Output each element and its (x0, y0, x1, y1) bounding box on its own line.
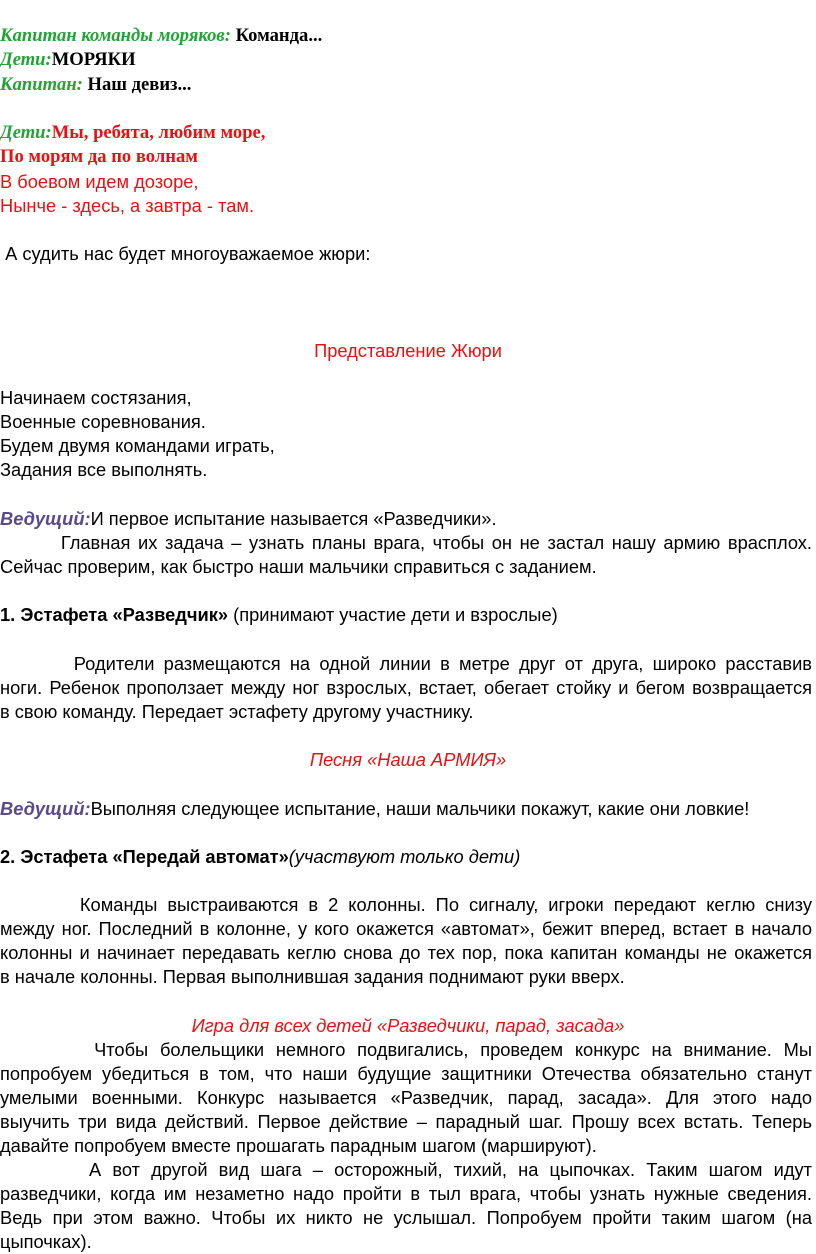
motto-line-4: Нынче - здесь, а завтра - там. (0, 195, 255, 216)
game-para1-line-1: Чтобы болельщики немного подвигались, проведем конкурс на внимание. Мы (0, 1039, 812, 1060)
host-line-2 (0, 797, 749, 821)
motto-text-1: Мы, ребята, любим море, (51, 122, 266, 143)
relay1-line-1: Родители размещаются на одной линии в метре друг от друга, широко расставив (0, 653, 812, 674)
poem-line-3: Будем двумя командами играть, (0, 435, 275, 456)
relay1-note: (принимают участие дети и взрослые) (228, 604, 558, 625)
role-host-2: Ведущий: (0, 798, 91, 819)
children-line (0, 48, 136, 72)
poem-line-2: Военные соревнования. (0, 411, 206, 432)
game-para2-line-2: разведчики, когда им незаметно надо пройти в тыл врага, чтобы узнать нужные сведения. (0, 1183, 812, 1204)
motto-line-2: По морям да по волнам (0, 146, 198, 167)
host-paragraph-line-2: Сейчас проверим, как быстро наши мальчики справиться с заданием. (0, 556, 597, 577)
host-line-1 (0, 507, 497, 531)
relay2-line-2: между ног. Последний в колонне, у кого окажется «автомат», бежит вперед, встает в начало (0, 918, 812, 939)
captain-line-text: Команда... (230, 25, 323, 46)
role-host-1: Ведущий: (0, 508, 91, 529)
host-text-2: Выполняя следующее испытание, наши мальчики покажут, какие они ловкие! (90, 798, 750, 819)
poem-line-4: Задания все выполнять. (0, 459, 208, 480)
relay2-heading (0, 845, 520, 869)
game-para2-line-4: цыпочках). (0, 1231, 92, 1252)
song-title: Песня «Наша АРМИЯ» (309, 749, 507, 770)
motto-line-1 (0, 121, 265, 145)
game-para1-line-3: умелыми военными. Конкурс называется «Разведчик, парад, засада». Для этого надо (0, 1087, 812, 1108)
captain-motto-text: Наш девиз... (82, 74, 192, 95)
role-children: Дети: (0, 49, 52, 70)
relay1-heading (0, 603, 558, 627)
game-para1-line-5: давайте попробуем вместе прошагать парадным шагом (маршируют). (0, 1135, 597, 1156)
game-para1-line-4: выучить три вида действий. Первое действие – парадный шаг. Прошу всех встать. Теперь (0, 1111, 812, 1132)
relay2-line-4: в начале колонны. Первая выполнившая задания поднимают руки вверх. (0, 966, 625, 987)
role-captain-team: Капитан команды моряков: (0, 25, 231, 46)
game-para2-line-1: А вот другой вид шага – осторожный, тихий, на цыпочках. Таким шагом идут (0, 1159, 812, 1180)
relay2-line-1: Команды выстраиваются в 2 колонны. По сигналу, игроки передают кеглю снизу (0, 894, 812, 915)
captain-line (0, 24, 322, 48)
relay2-line-3: колонны и начинает передавать кеглю снова до тех пор, пока капитан команды не окажется (0, 942, 812, 963)
game-para2-line-3: Ведь при этом важно. Чтобы их никто не услышал. Попробуем пройти таким шагом (на (0, 1207, 812, 1228)
host-paragraph-line-1: Главная их задача – узнать планы врага, чтобы он не застал нашу армию врасплох. (0, 532, 812, 553)
relay1-title: 1. Эстафета «Разведчик» (0, 604, 229, 625)
motto-line-3: В боевом идем дозоре, (0, 171, 199, 192)
captain-motto-line (0, 73, 191, 97)
relay2-note: (участвуют только дети) (288, 846, 521, 867)
jury-intro: А судить нас будет многоуважаемое жюри: (0, 243, 371, 264)
poem-line-1: Начинаем состязания, (0, 387, 192, 408)
role-captain: Капитан: (0, 74, 83, 95)
relay1-line-3: в свою команду. Передает эстафету другому участнику. (0, 701, 474, 722)
host-text-1: И первое испытание называется «Разведчики». (90, 508, 497, 529)
game-title: Игра для всех детей «Разведчики, парад, засада» (191, 1015, 625, 1036)
relay1-line-2: ноги. Ребенок проползает между ног взрослых, встает, обегает стойку и бегом возвращается (0, 677, 812, 698)
game-para1-line-2: попробуем убедиться в том, что наши будущие защитники Отечества обязательно станут (0, 1063, 812, 1084)
jury-title: Представление Жюри (314, 340, 502, 361)
role-children-motto: Дети: (0, 122, 52, 143)
children-line-text: МОРЯКИ (51, 49, 136, 70)
relay2-title: 2. Эстафета «Передай автомат» (0, 846, 289, 867)
